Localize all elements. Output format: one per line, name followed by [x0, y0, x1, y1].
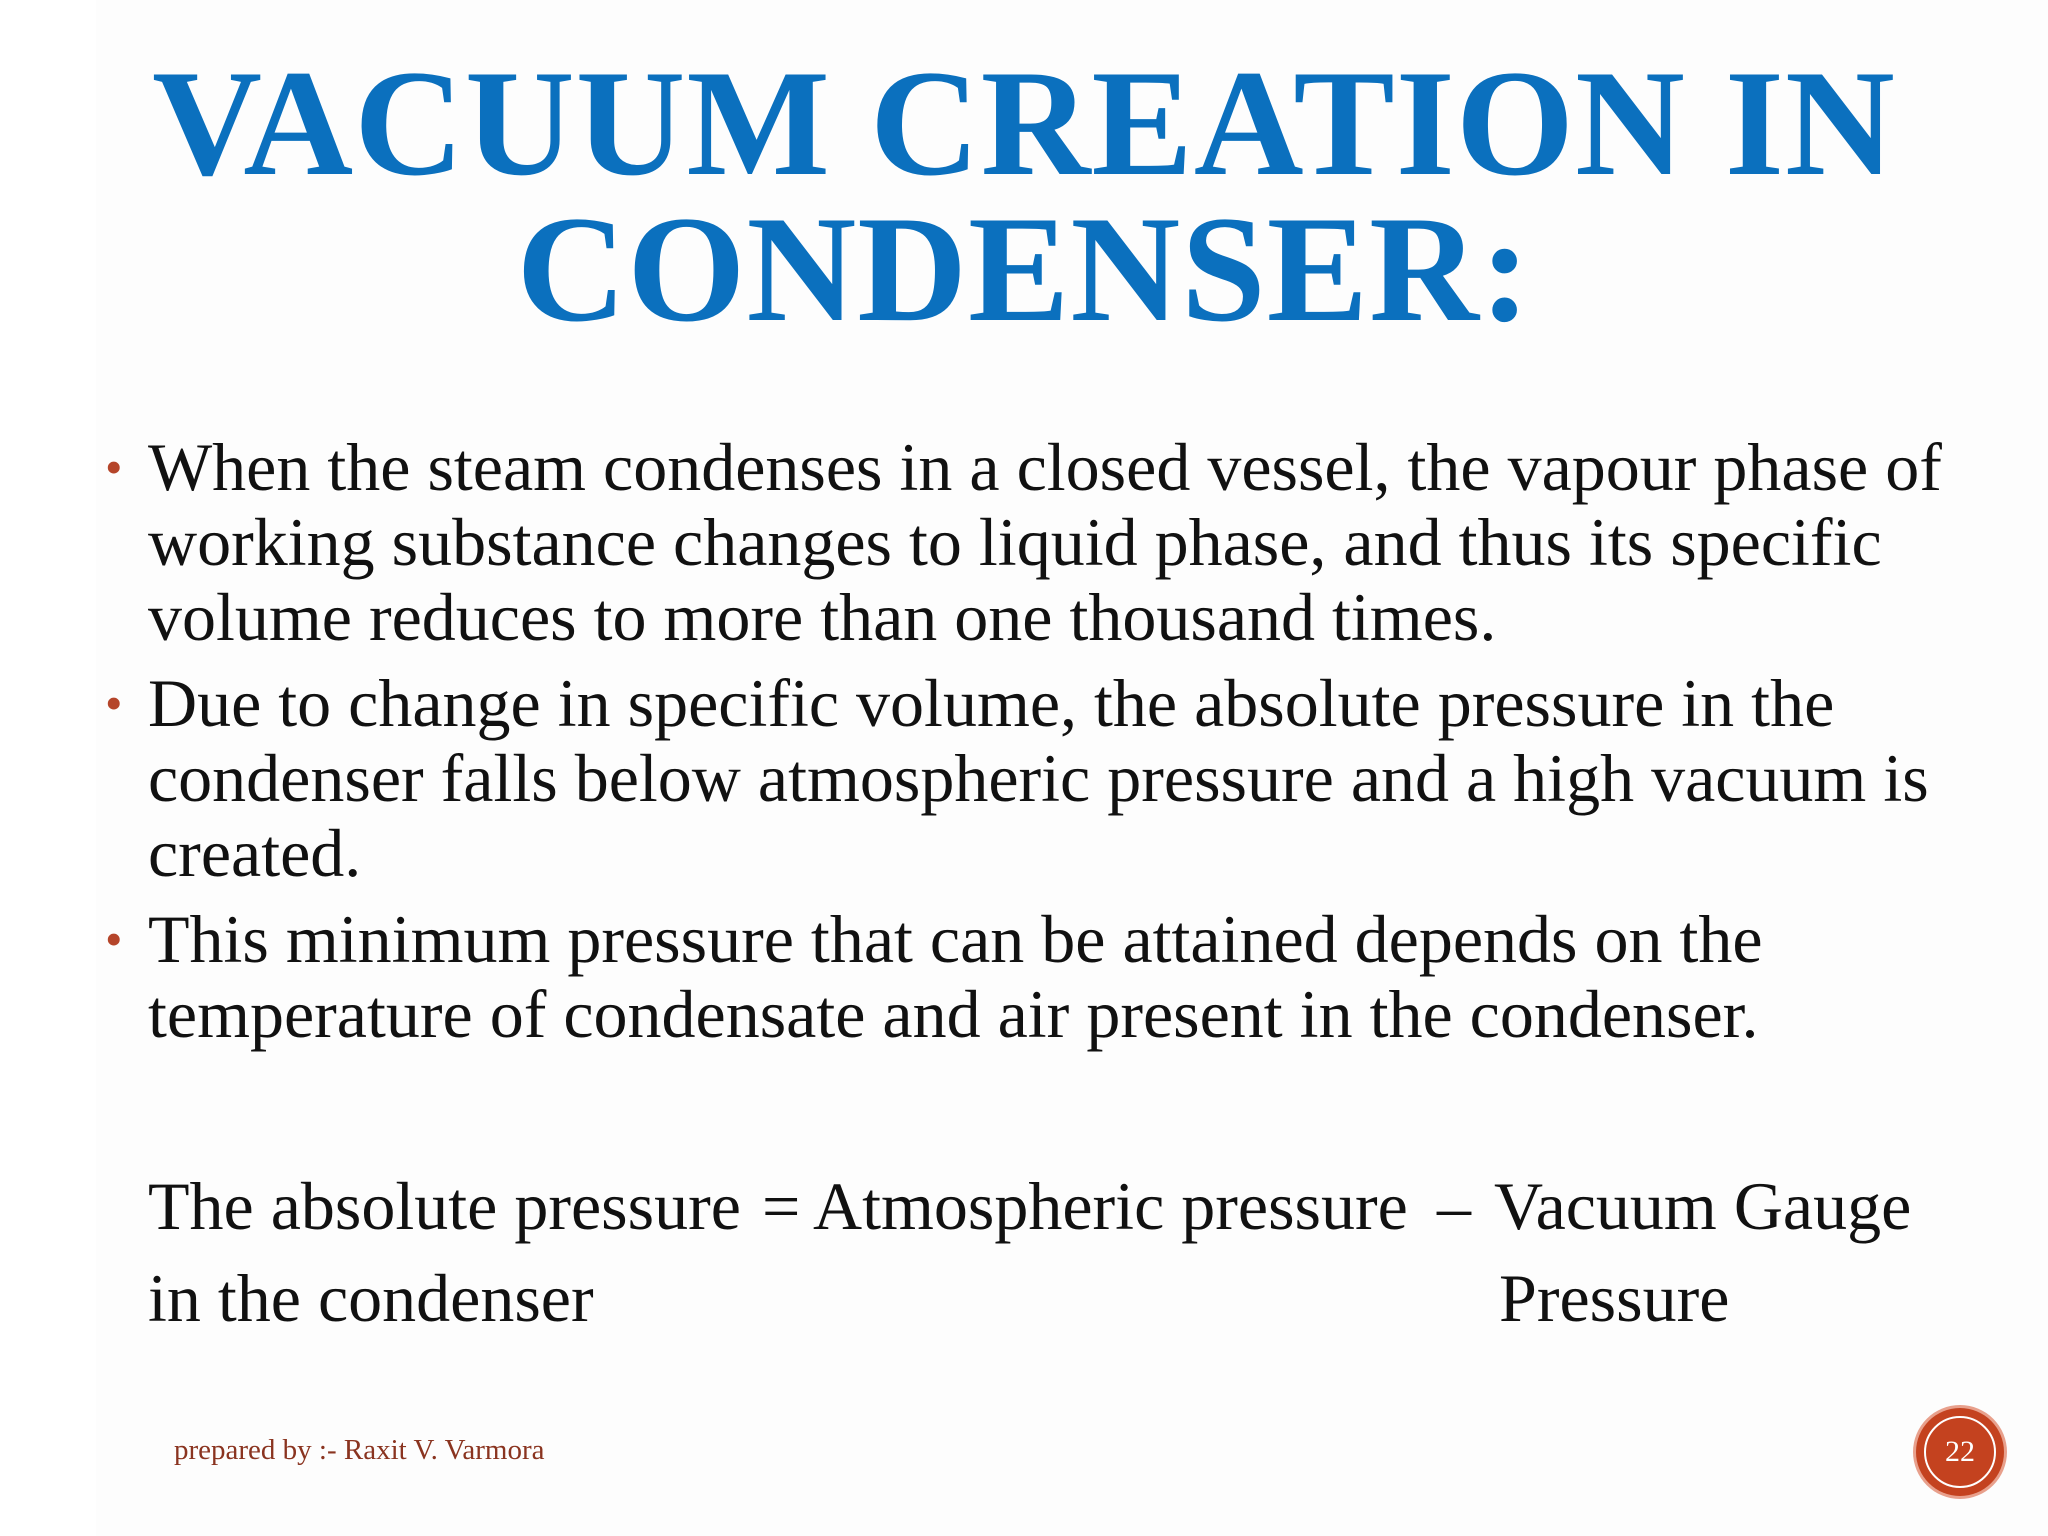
bullet-item	[105, 901, 1988, 1052]
bullet-marker-icon: •	[105, 911, 123, 967]
bullet-marker-icon: •	[105, 675, 123, 731]
formula-lhs-line-1: The absolute pressure	[148, 1168, 741, 1244]
bullet-item	[105, 665, 1988, 891]
formula-atmospheric-term: Atmospheric pressure	[813, 1168, 1408, 1244]
bullet-list	[105, 429, 1988, 1063]
footer-credit: prepared by :- Raxit V. Varmora	[174, 1434, 545, 1466]
formula-vacuum-term-line-2: Pressure	[1499, 1260, 1730, 1336]
formula-equals: =	[762, 1168, 801, 1244]
slide-title-line-1: VACUUM CREATION IN	[152, 39, 1896, 207]
pressure-formula	[148, 1166, 1998, 1366]
bullet-item	[105, 429, 1988, 655]
bullet-text: This minimum pressure that can be attained depends on the temperature of condensate and air present in the condenser.	[148, 901, 1763, 1052]
formula-minus: –	[1437, 1168, 1471, 1244]
page-number-badge	[1916, 1408, 2004, 1496]
bullet-marker-icon: •	[105, 439, 123, 495]
bullet-text: When the steam condenses in a closed vessel, the vapour phase of working substance changes to liquid phase, and thus its specific volume reduces to more than one thousand times.	[148, 429, 1942, 655]
formula-vacuum-term-line-1: Vacuum Gauge	[1494, 1168, 1912, 1244]
formula-lhs-line-2: in the condenser	[148, 1260, 594, 1336]
page-number: 22	[1945, 1435, 1975, 1468]
slide-title	[0, 39, 2048, 353]
bullet-text: Due to change in specific volume, the absolute pressure in the condenser falls below atmospheric pressure and a high vacuum is created.	[148, 665, 1929, 891]
slide-title-line-2: CONDENSER:	[516, 185, 1532, 353]
